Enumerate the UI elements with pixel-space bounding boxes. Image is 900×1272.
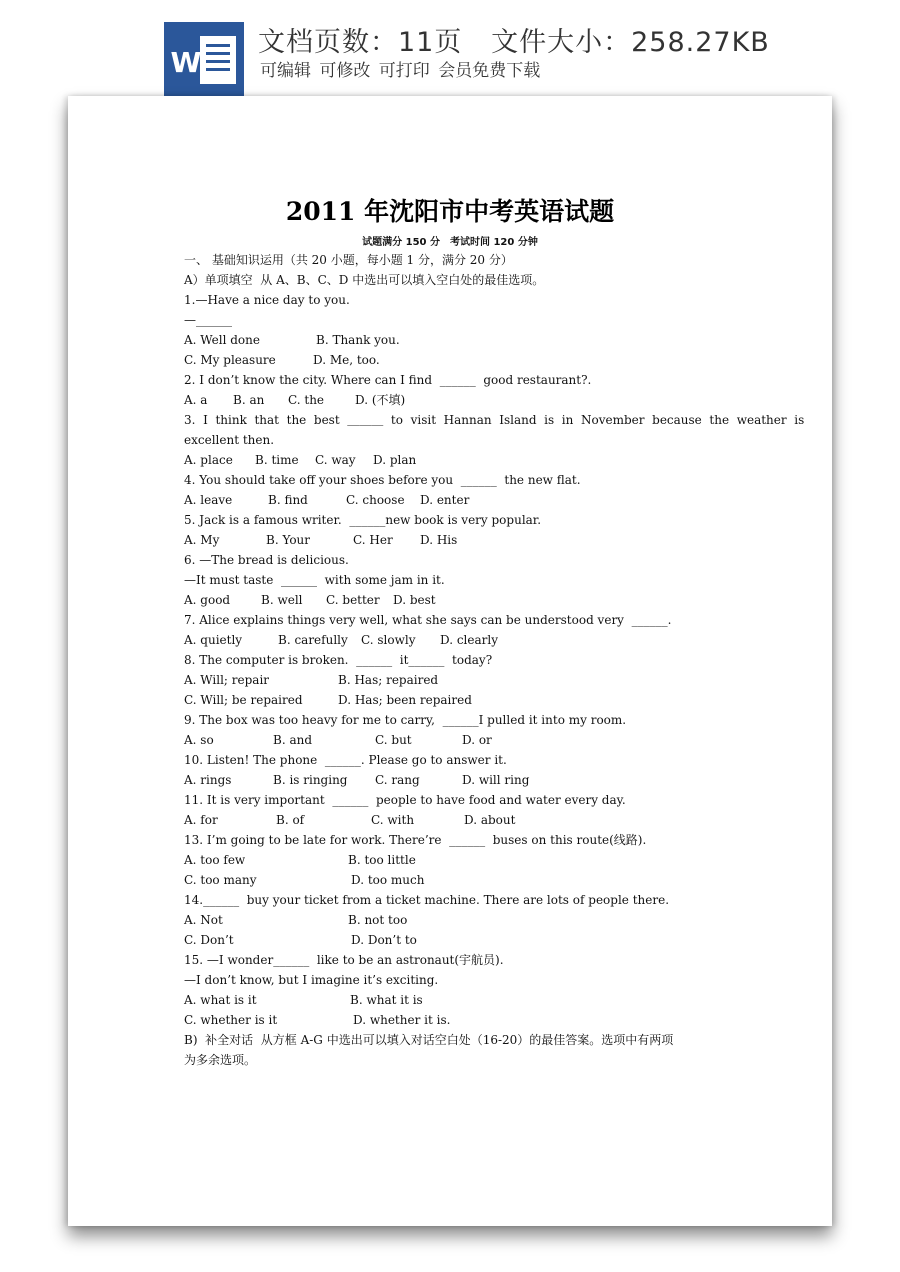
option-a: A. what is it [184,993,257,1007]
question-stem: 11. It is very important ______ people to have food and water every day. [184,793,626,807]
option-d: D. His [420,533,458,547]
word-document-icon [164,22,244,96]
option-a: A. Well done [184,333,260,347]
option-d: D. will ring [462,773,530,787]
option-d: D. (不填) [355,393,406,407]
file-features: 可编辑 可修改 可打印 会员免费下载 [260,61,541,81]
page-title: 2011 年沈阳市中考英语试题 [285,197,615,226]
option-d: D. about [464,813,516,827]
question-stem: 10. Listen! The phone ______. Please go to answer it. [184,753,507,767]
question-stem: 14.______ buy your ticket from a ticket machine. There are lots of people there. [184,893,670,907]
option-b: B. not too [348,913,408,927]
option-c: C. but [375,733,412,747]
part-b-instruction: B) 补全对话 从方框 A-G 中选出可以填入对话空白处（16-20）的最佳答案。选项中有两项 [184,1033,674,1047]
option-c: C. Her [353,533,393,547]
option-a: A. a [184,393,208,407]
option-c: C. way [315,453,356,467]
option-b: B. Your [266,533,311,547]
option-c: C. whether is it [184,1013,278,1027]
question-stem: 3. I think that the best ＿＿＿ to visit Hannan Island is in November because the weather is [184,413,805,427]
option-c: C. with [371,813,415,827]
option-b: B. carefully [278,633,348,647]
option-c: C. rang [375,773,420,787]
option-c: C. too many [184,873,257,887]
option-d: D. or [462,733,492,747]
option-b: B. an [233,393,265,407]
question-stem: 4. You should take off your shoes before you ______ the new flat. [184,473,581,487]
question-stem: 7. Alice explains things very well, what she says can be understood very ______. [184,613,672,627]
option-a: A. so [184,733,214,747]
option-b: B. Has; repaired [338,673,439,687]
option-c: C. Don’t [184,933,234,947]
option-b: B. well [261,593,303,607]
option-a: A. rings [184,773,232,787]
question-stem: 8. The computer is broken. ______ it______ today? [184,653,493,667]
option-c: C. Will; be repaired [184,693,303,707]
option-c: C. My pleasure [184,353,276,367]
option-d: D. best [393,593,436,607]
section-heading: 一、 基础知识运用（共 20 小题，每小题 1 分，满分 20 分） [184,253,513,267]
option-a: A. place [184,453,233,467]
question-stem: 2. I don’t know the city. Where can I find ______ good restaurant?. [184,373,592,387]
option-a: A. quietly [184,633,243,647]
option-d: D. plan [373,453,417,467]
question-stem: 6. —The bread is delicious. [184,553,349,567]
question-reply: —I don’t know, but I imagine it’s exciting. [184,973,439,987]
file-info: 文档页数：11页 文件大小：258.27KB [258,27,770,58]
question-stem: 5. Jack is a famous writer. ______new book is very popular. [184,513,542,527]
option-b: B. what it is [350,993,423,1007]
option-a: A. for [184,813,218,827]
exam-info: 试题满分 150 分 考试时间 120 分钟 [362,237,538,248]
option-d: D. whether it is. [353,1013,451,1027]
option-b: B. too little [348,853,416,867]
option-b: B. of [276,813,305,827]
question-stem: 15. —I wonder______ like to be an astronaut(宇航员). [184,953,504,967]
option-d: D. enter [420,493,470,507]
option-a: A. good [184,593,231,607]
question-stem: 13. I’m going to be late for work. There’re ______ buses on this route(线路). [184,833,647,847]
option-c: C. the [288,393,325,407]
question-stem: 1.—Have a nice day to you. [184,293,350,307]
option-b: B. find [268,493,308,507]
option-a: A. Not [184,913,223,927]
option-d: D. Has; been repaired [338,693,472,707]
option-b: B. Thank you. [316,333,400,347]
option-d: D. Me, too. [313,353,380,367]
option-a: A. My [184,533,220,547]
option-d: D. Don’t to [351,933,417,947]
option-c: C. slowly [361,633,416,647]
option-b: B. and [273,733,313,747]
option-b: B. time [255,453,299,467]
option-a: A. too few [184,853,246,867]
document-page [68,96,832,1226]
option-d: D. too much [351,873,425,887]
option-c: C. better [326,593,380,607]
option-c: C. choose [346,493,405,507]
question-reply: —______ [184,313,232,327]
part-a-instruction: A）单项填空 从 A、B、C、D 中选出可以填入空白处的最佳选项。 [184,273,545,287]
question-reply: —It must taste ______ with some jam in it. [184,573,445,587]
option-a: A. leave [184,493,233,507]
option-a: A. Will; repair [184,673,270,687]
option-b: B. is ringing [273,773,348,787]
question-stem-continued: excellent then. [184,433,275,447]
download-banner [0,0,900,100]
option-d: D. clearly [440,633,498,647]
word-icon-letter: W [170,46,202,79]
question-stem: 9. The box was too heavy for me to carry, ______I pulled it into my room. [184,713,627,727]
part-b-instruction-continued: 为多余选项。 [184,1053,257,1067]
